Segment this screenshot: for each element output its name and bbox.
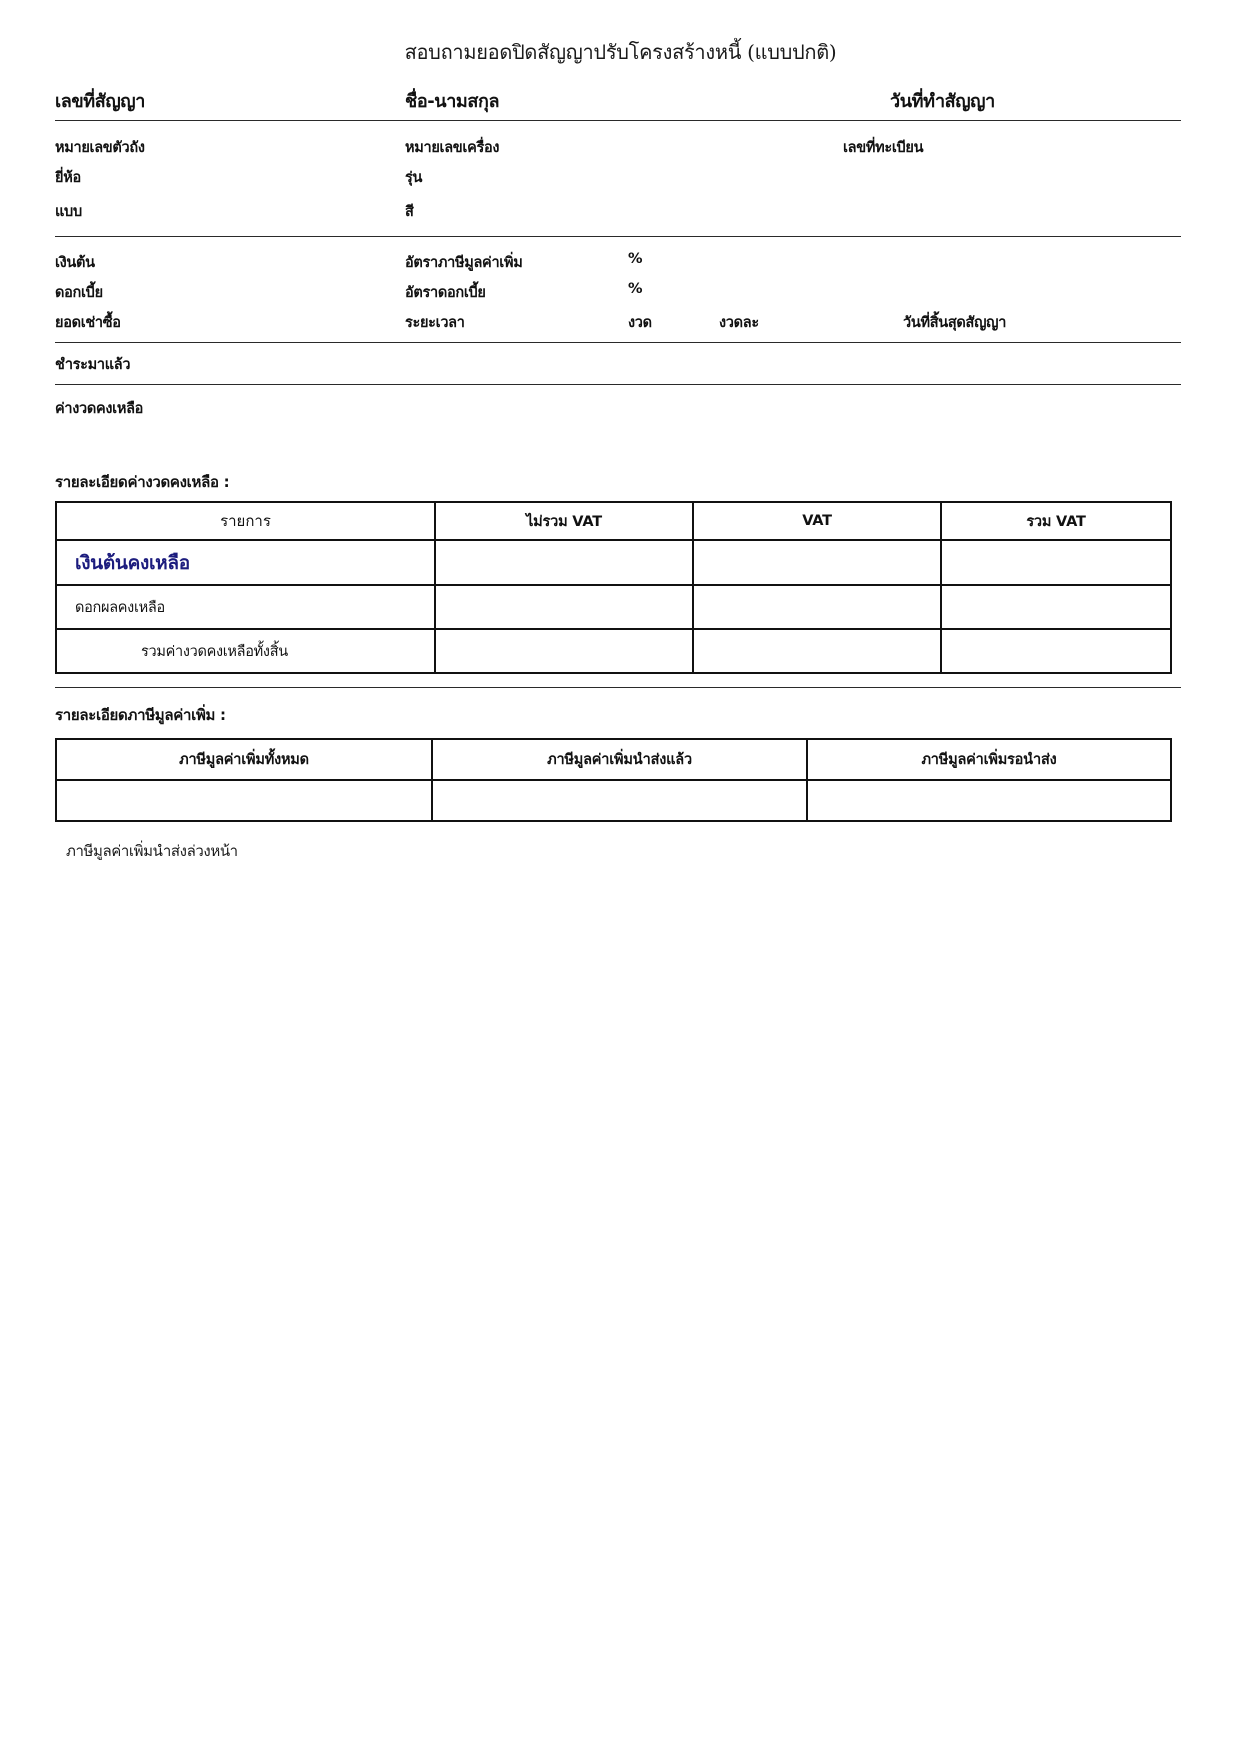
contract-number-label: เลขที่สัญญา bbox=[55, 91, 145, 112]
column-header-excl-vat: ไม่รวม VAT bbox=[435, 502, 693, 540]
cell-incl-vat bbox=[941, 540, 1171, 585]
term-label: ระยะเวลา bbox=[405, 315, 465, 331]
table-row bbox=[56, 780, 1171, 821]
cell-vat-pending bbox=[807, 780, 1171, 821]
full-name-label: ชื่อ-นามสกุล bbox=[405, 91, 500, 112]
principal-label: เงินต้น bbox=[55, 255, 95, 271]
interest-label: ดอกเบี้ย bbox=[55, 285, 103, 301]
table-row bbox=[56, 540, 1171, 585]
engine-number-label: หมายเลขเครื่อง bbox=[405, 140, 500, 156]
table-row bbox=[56, 629, 1171, 673]
color-label: สี bbox=[405, 204, 414, 220]
cell-excl-vat bbox=[435, 540, 693, 585]
vat-rate-label: อัตราภาษีมูลค่าเพิ่ม bbox=[405, 255, 523, 271]
vat-detail-title: รายละเอียดภาษีมูลค่าเพิ่ม : bbox=[55, 706, 226, 724]
advance-vat-label: ภาษีมูลค่าเพิ่มนำส่งล่วงหน้า bbox=[66, 842, 238, 860]
divider bbox=[55, 120, 1181, 121]
divider bbox=[55, 384, 1181, 385]
type-label: แบบ bbox=[55, 204, 82, 220]
contract-date-label: วันที่ทำสัญญา bbox=[890, 91, 995, 112]
remaining-detail-table bbox=[55, 501, 1172, 674]
interest-rate-label: อัตราดอกเบี้ย bbox=[405, 285, 486, 301]
remaining-detail-title: รายละเอียดค่างวดคงเหลือ : bbox=[55, 473, 230, 491]
cell-incl-vat bbox=[941, 629, 1171, 673]
cell-excl-vat bbox=[435, 629, 693, 673]
model-label: รุ่น bbox=[405, 170, 423, 186]
table-row bbox=[56, 585, 1171, 629]
vat-detail-table bbox=[55, 738, 1172, 822]
remaining-installments-label: ค่างวดคงเหลือ bbox=[55, 401, 144, 417]
cell-excl-vat bbox=[435, 585, 693, 629]
interest-rate-unit: % bbox=[628, 281, 643, 297]
column-header-vat: VAT bbox=[693, 502, 941, 540]
cell-vat bbox=[693, 585, 941, 629]
column-header-item: รายการ bbox=[56, 502, 435, 540]
per-installment-label: งวดละ bbox=[719, 315, 759, 331]
brand-label: ยี่ห้อ bbox=[55, 170, 81, 186]
column-header-vat-remitted: ภาษีมูลค่าเพิ่มนำส่งแล้ว bbox=[432, 739, 807, 780]
cell-incl-vat bbox=[941, 585, 1171, 629]
cell-vat bbox=[693, 629, 941, 673]
hire-purchase-total-label: ยอดเช่าซื้อ bbox=[55, 315, 121, 331]
installments-unit: งวด bbox=[628, 315, 652, 331]
chassis-number-label: หมายเลขตัวถัง bbox=[55, 140, 145, 156]
table-header-row bbox=[56, 739, 1171, 780]
divider bbox=[55, 687, 1181, 688]
cell-total-vat bbox=[56, 780, 432, 821]
column-header-total-vat: ภาษีมูลค่าเพิ่มทั้งหมด bbox=[56, 739, 432, 780]
paid-label: ชำระมาแล้ว bbox=[55, 357, 131, 373]
column-header-vat-pending: ภาษีมูลค่าเพิ่มรอนำส่ง bbox=[807, 739, 1171, 780]
table-header-row bbox=[56, 502, 1171, 540]
column-header-incl-vat: รวม VAT bbox=[941, 502, 1171, 540]
document-title: สอบถามยอดปิดสัญญาปรับโครงสร้างหนี้ (แบบปกติ) bbox=[404, 40, 837, 64]
row-label-interest-remaining: ดอกผลคงเหลือ bbox=[56, 585, 435, 629]
divider bbox=[55, 236, 1181, 237]
row-label-total-remaining: รวมค่างวดคงเหลือทั้งสิ้น bbox=[56, 629, 435, 673]
cell-vat-remitted bbox=[432, 780, 807, 821]
row-label-principal-remaining bbox=[56, 540, 435, 585]
cell-vat bbox=[693, 540, 941, 585]
contract-end-date-label: วันที่สิ้นสุดสัญญา bbox=[903, 315, 1007, 331]
registration-number-label: เลขที่ทะเบียน bbox=[843, 140, 924, 156]
divider bbox=[55, 342, 1181, 343]
vat-rate-unit: % bbox=[628, 251, 643, 267]
principal-remaining-text: เงินต้นคงเหลือ bbox=[75, 551, 190, 574]
